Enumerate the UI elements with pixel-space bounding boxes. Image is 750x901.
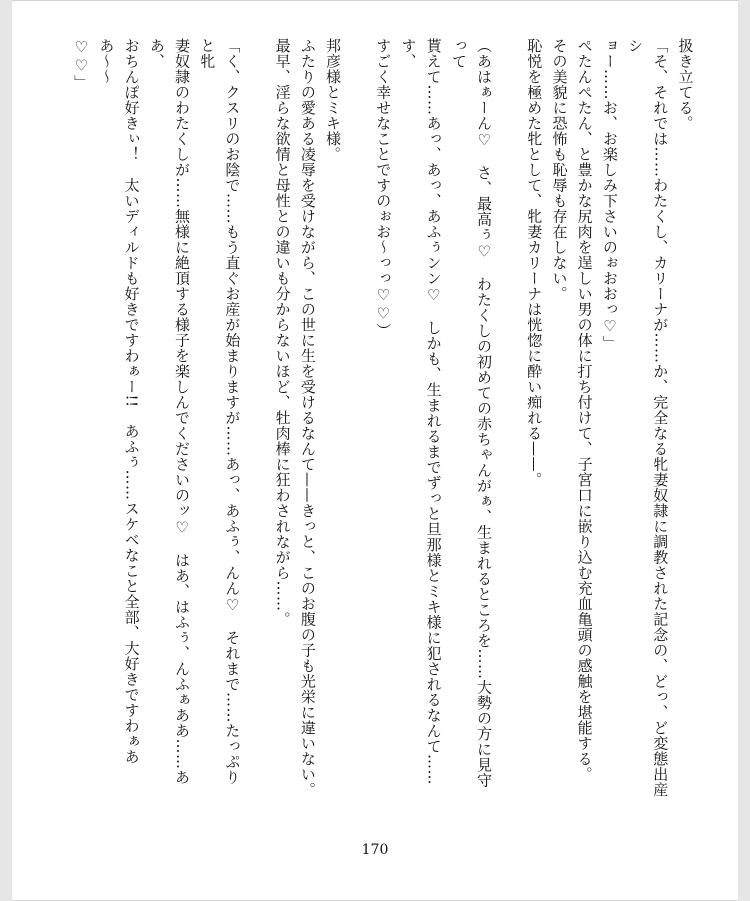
text-line: おちんぽ好きぃ！ 太いディルドも好きですわぁー!! あふぅ……スケベなこと全部、大好きですわぁああ〜〜 <box>97 38 141 765</box>
text-line: （あはぁーん♡ さ、最高ぅ♡ わたくしの初めての赤ちゃんがぁ、生まれるところを……大勢の方に見守って <box>449 38 494 788</box>
text-line: その美貌に恐怖も恥辱も存在しない。 <box>550 38 569 302</box>
text-line: ♡♡」 <box>72 38 91 91</box>
text-line: 「く、クスリのお陰で……もう直ぐお産が始まりますが……あっ、あふぅ、んん♡ それまで……たっぷりと牝 <box>198 38 242 785</box>
text-line: ぺたんぺたん、と豊かな尻肉を逞しい男の体に打ち付けて、子宮口に嵌り込む充血亀頭の感触を堪能する。 <box>575 38 594 782</box>
blank-line <box>345 38 370 798</box>
text-line: ョー……お、お楽しみ下さいのぉおおっ♡」 <box>600 38 619 351</box>
text-line: 恥悦を極めた牝として、牝妻カリーナは恍惚に酔い痴れる——。 <box>525 38 544 488</box>
text-line: 「そ、それでは……わたくし、カリーナが……か、完全なる牝妻奴隷に調教された記念の、どっ、ど変態出産シ <box>626 38 670 798</box>
text-line: 貰えて……あっ、あっ、あふぅンン♡ しかも、生まれるまでずっと旦那様とミキ様に犯されるなんて……す、 <box>399 38 443 785</box>
page-margin-right <box>738 0 750 901</box>
text-line: すごく幸せなことですのぉお〜っっ♡♡） <box>374 38 393 339</box>
page-margin-left <box>0 0 12 901</box>
blank-line <box>496 38 521 798</box>
text-line: 最早、淫らな欲情と母性との違いも分からないほど、牡肉棒に狂わされながら……。 <box>273 38 292 627</box>
vertical-text-body <box>68 38 695 798</box>
blank-line <box>244 38 269 798</box>
text-columns <box>68 38 697 798</box>
text-line: ふたりの愛ある凌辱を受けながら、この世に生を受けるなんて——きっと、このお腹の子も光栄に違いない。 <box>298 38 317 798</box>
text-line: 扱き立てる。 <box>676 38 695 131</box>
text-line: 妻奴隷のわたくしが……無様に絶頂する様子を楽しんでくださいのッ♡ はあ、はふぅ、んふぁああ……ああ、 <box>147 38 192 785</box>
page-number: 170 <box>361 842 389 858</box>
text-line: 邦彦様とミキ様。 <box>324 38 343 162</box>
